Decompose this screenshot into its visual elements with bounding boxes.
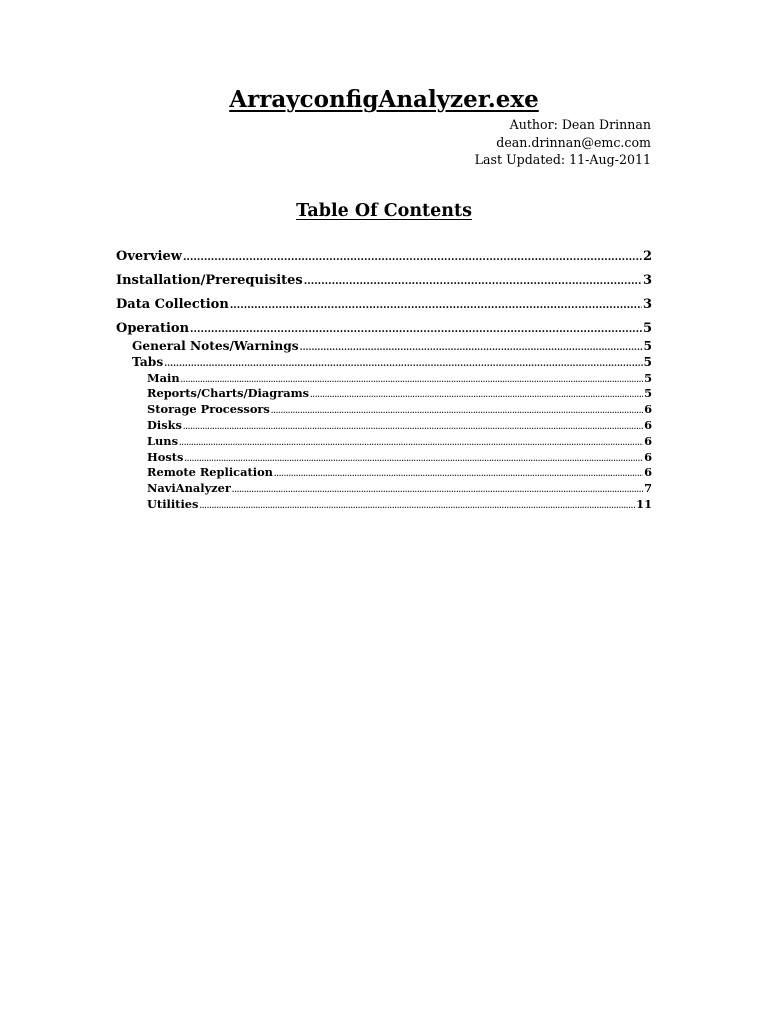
toc-entry-page: 3 [642,273,652,288]
document-meta [475,116,651,169]
toc-leader [164,359,642,369]
toc-entry-page: 7 [644,481,652,495]
toc-entry-page: 6 [644,402,652,416]
toc-entry-page: 5 [642,321,652,336]
toc-entry-remote-replication[interactable] [147,465,652,479]
toc-entry-page: 6 [644,418,652,432]
toc-entry-general-notes[interactable] [132,339,652,353]
toc-leader [184,454,643,463]
toc-leader [199,501,635,510]
toc-entry-tabs[interactable] [132,355,652,369]
toc-entry-utilities[interactable] [147,497,652,511]
toc-entry-overview[interactable] [116,249,652,264]
toc-entry-page: 6 [644,465,652,479]
toc-entry-page: 5 [643,339,652,353]
toc-entry-page: 11 [636,497,652,511]
toc-entry-label: Installation/Prerequisites [116,273,303,288]
toc-entry-label: Disks [147,418,182,432]
toc-leader [274,469,643,478]
toc-entry-page: 3 [642,297,652,312]
toc-entry-hosts[interactable] [147,450,652,464]
document-title: ArrayconfigAnalyzer.exe [229,86,539,113]
toc-entry-label: Luns [147,434,178,448]
toc-leader [232,485,643,494]
toc-entry-luns[interactable] [147,434,652,448]
toc-leader [230,300,642,311]
toc-entry-label: Remote Replication [147,465,273,479]
toc-entry-navianalyzer[interactable] [147,481,652,495]
toc-entry-data-collection[interactable] [116,297,652,312]
toc-leader [179,438,643,447]
toc-entry-label: Hosts [147,450,184,464]
toc-entry-label: Operation [116,321,190,336]
toc-entry-installation[interactable] [116,273,652,288]
toc-entry-storage-processors[interactable] [147,402,652,416]
toc-leader [310,390,643,399]
toc-entry-page: 5 [644,371,652,385]
toc-entry-label: Main [147,371,180,385]
toc-entry-disks[interactable] [147,418,652,432]
toc-entry-label: NaviAnalyzer [147,481,231,495]
toc-entry-label: General Notes/Warnings [132,339,299,353]
toc-entry-page: 5 [643,355,652,369]
toc-entry-page: 6 [644,450,652,464]
toc-entry-page: 5 [644,386,652,400]
toc-leader [304,276,642,287]
toc-leader [181,375,643,384]
toc-entry-label: Reports/Charts/Diagrams [147,386,310,400]
toc-entry-page: 6 [644,434,652,448]
last-updated: Last Updated: 11-Aug-2011 [474,152,651,168]
toc-entry-operation[interactable] [116,321,652,336]
toc-entry-reports[interactable] [147,386,652,400]
toc-title: Table Of Contents [296,201,472,221]
toc-leader [300,343,643,353]
toc-entry-label: Utilities [147,497,199,511]
toc-entry-page: 2 [642,249,652,264]
toc-entry-main[interactable] [147,371,652,385]
author-email: dean.drinnan@emc.com [496,134,651,150]
author-line: Author: Dean Drinnan [509,117,651,132]
toc-leader [271,406,643,415]
toc-leader [183,422,643,431]
toc-entry-label: Tabs [132,355,164,369]
toc-entry-label: Overview [116,249,182,264]
toc-leader [190,324,642,335]
toc-leader [183,252,642,263]
toc-entry-label: Storage Processors [147,402,270,416]
toc-entry-label: Data Collection [116,297,229,312]
